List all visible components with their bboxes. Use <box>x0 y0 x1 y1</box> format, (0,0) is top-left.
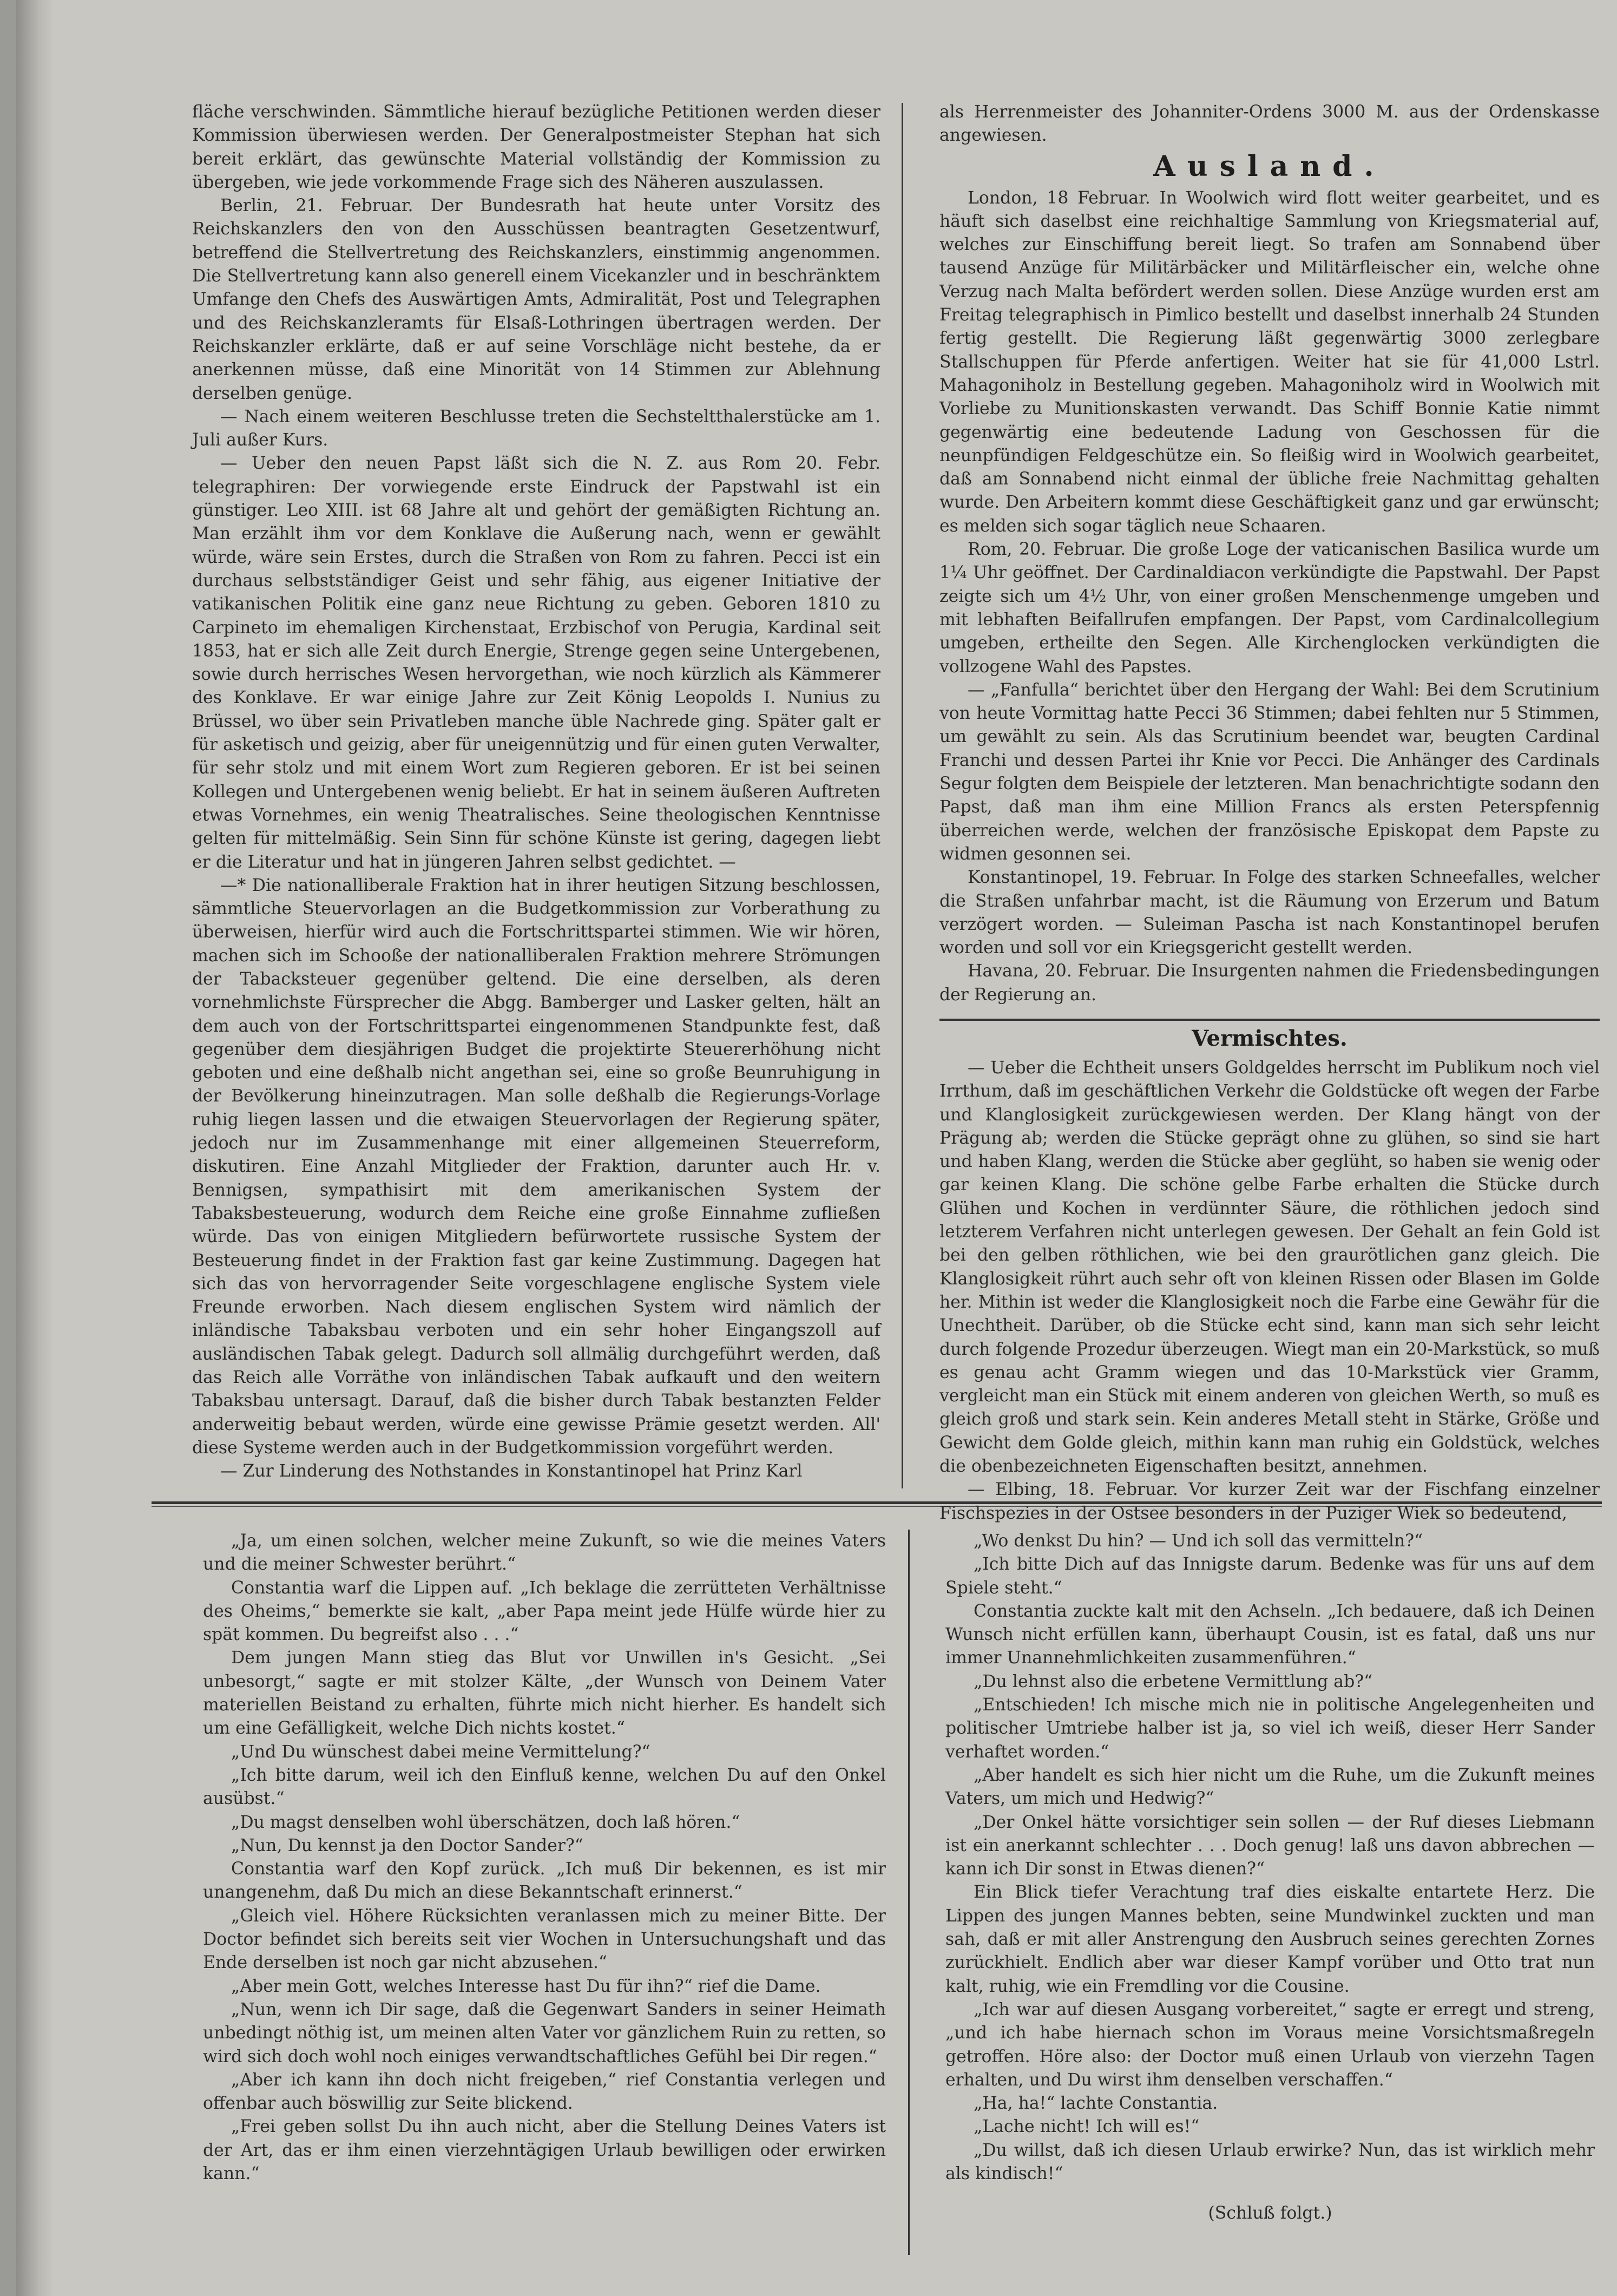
column-divider-top <box>902 103 903 1488</box>
news-paragraph: als Herrenmeister des Johanniter-Ordens 3000 M. aus der Ordenskasse angewiesen. <box>939 102 1600 146</box>
feuilleton-column-left <box>203 1530 886 2186</box>
story-paragraph: „Der Onkel hätte vorsichtiger sein sollen — der Ruf dieses Liebmann ist ein anerkannt schlechter . . . Doch genug! laß uns davon abbrechen — kann ich Dir sonst in Etwas dienen?“ <box>945 1812 1595 1879</box>
story-paragraph: „Frei geben sollst Du ihn auch nicht, aber die Stellung Deines Vaters ist der Art, das er ihm einen vierzehntägigen Urlaub bewilligen oder erwirken kann.“ <box>203 2117 886 2184</box>
binding-shadow <box>16 0 54 2296</box>
story-paragraph: Ein Blick tiefer Verachtung traf dies eiskalte entartete Herz. Die Lippen des jungen Mannes bebten, seine Mundwinkel zuckten und man sah, daß er mit aller Anstrengung den Ausbruch seines gerechten Zornes zurückhielt. Endlich aber war dieser Kampf vorüber und Otto trat nun kalt, ruhig, wie ein Fremdling vor die Cousine. <box>945 1882 1595 1996</box>
news-paragraph: —* Die nationalliberale Fraktion hat in ihrer heutigen Sitzung beschlossen, sämmtliche Steuervorlagen an die Budgetkommission zur Vorberathung zu überweisen, hierfür wird auch die Fortschrittspartei stimmen. Wie wir hören, machen sich im Schooße der nationalliberalen Fraktion mehrere Strömungen der Tabacksteuer gegenüber geltend. Die eine derselben, als deren vornehmlichste Fürsprecher die Abgg. Bamberger und Lasker gelten, hält an dem auch von der Fortschrittspartei eingenommenen Standpunkte fest, daß gegenüber dem diesjährigen Budget die projektirte Steuererhöhung nicht geboten und eine deßhalb nicht angethan sei, eine so große Beunruhigung in der Bevölkerung hineinzutragen. Man solle deßhalb die Regierungs-Vorlage ruhig liegen lassen und die etwaigen Steuervorlagen der Regierung später, jedoch nur im Zusammenhange mit einer allgemeinen Steuerreform, diskutiren. Eine Anzahl Mitglieder der Fraktion, darunter auch Hr. v. Bennigsen, sympathisirt mit dem amerikanischen System der Tabaksbesteuerung, wodurch dem Reiche eine große Einnahme zufließen würde. Das von einigen Mitgliedern befürwortete russische System der Besteuerung findet in der Fraktion fast gar keine Zustimmung. Dagegen hat sich das von hervorragender Seite vorgeschlagene englische System viele Freunde erworben. Nach diesem englischen System wird nämlich der inländische Tabaksbau verboten und ein sehr hoher Eingangszoll auf ausländischen Tabak gelegt. Dadurch soll allmälig durchgeführt werden, daß das Reich alle Vorräthe von inländischen Tabak aufkauft und den weitern Tabaksbau untersagt. Darauf, daß die bisher durch Tabak bestanzten Felder anderweitig bebaut werden, würde eine gewisse Prämie gesetzt werden. All' diese Systeme werden auch in der Budgetkommission vorgeführt werden. <box>192 875 880 1458</box>
news-paragraph: — Zur Linderung des Nothstandes in Konstantinopel hat Prinz Karl <box>220 1461 803 1481</box>
news-paragraph: — „Fanfulla“ berichtet über den Hergang der Wahl: Bei dem Scrutinium von heute Vormittag hatte Pecci 36 Stimmen; dabei fehlten nur 5 Stimmen, um gewählt zu sein. Als das Scrutinium beendet war, beugten Cardinal Franchi und dessen Partei ihr Knie vor Pecci. Die Anhänger des Cardinals Segur folgten dem Beispiele der letzteren. Man benachrichtigte sodann den Papst, daß man ihm eine Million Francs als ersten Peterspfennig überreichen werde, welchen der französische Episkopat dem Papste zu widmen gesonnen sei. <box>939 680 1600 864</box>
story-paragraph: „Und Du wünschest dabei meine Vermittelung?“ <box>231 1742 650 1762</box>
news-paragraph: Havana, 20. Februar. Die Insurgenten nahmen die Friedensbedingungen der Regierung an. <box>939 961 1600 1005</box>
story-paragraph: „Lache nicht! Ich will es!“ <box>974 2117 1200 2137</box>
news-paragraph: London, 18 Februar. In Woolwich wird flott weiter gearbeitet, und es häuft sich daselbst eine reichhaltige Sammlung von Kriegsmaterial auf, welches zur Einschiffung bereit liegt. So trafen am Sonnabend über tausend Anzüge für Militärbäcker und Militärfleischer ein, welche ohne Verzug nach Malta befördert werden sollen. Diese Anzüge wurden erst am Freitag telegraphisch in Pimlico bestellt und daselbst innerhalb 24 Stunden fertig gestellt. Die Regierung läßt gegenwärtig 3000 zerlegbare Stallschuppen für Pferde anfertigen. Weiter hat sie für 41,000 Lstrl. Mahagoniholz in Bestellung gegeben. Mahagoniholz wird in Woolwich mit Vorliebe zu Munitionskasten verwandt. Das Schiff Bonnie Katie nimmt gegenwärtig eine bedeutende Ladung von Geschossen für die neunpfündigen Feldgeschütze ein. So fleißig wird in Woolwich gearbeitet, daß am Sonnabend nicht einmal der übliche freie Nachmittag gehalten wurde. Den Arbeitern kommt diese Geschäftigkeit ganz und gar erwünscht; es melden sich sogar täglich neue Schaaren. <box>939 188 1600 536</box>
story-paragraph: Constantia warf den Kopf zurück. „Ich muß Dir bekennen, es ist mir unangenehm, daß Du mich an diese Bekanntschaft erinnerst.“ <box>203 1859 886 1903</box>
news-column-left <box>192 101 880 1484</box>
story-paragraph: „Aber mein Gott, welches Interesse hast Du für ihn?“ rief die Dame. <box>231 1976 821 1996</box>
story-paragraph: „Aber handelt es sich hier nicht um die Ruhe, um die Zukunft meines Vaters, um mich und Hedwig?“ <box>945 1765 1595 1809</box>
news-paragraph: Rom, 20. Februar. Die große Loge der vaticanischen Basilica wurde um 1¼ Uhr geöffnet. Der Cardinaldiacon verkündigte die Papstwahl. Der Papst zeigte sich um 4½ Uhr, von einer großen Menschenmenge umgeben und mit lebhaften Beifallrufen empfangen. Der Papst, vom Cardinalcollegium umgeben, ertheilte den Segen. Alle Kirchenglocken verkündigten die vollzogene Wahl des Papstes. <box>939 540 1600 677</box>
story-paragraph: Dem jungen Mann stieg das Blut vor Unwillen in's Gesicht. „Sei unbesorgt,“ sagte er mit stolzer Kälte, „der Wunsch von Deinem Vater materiellen Beistand zu erhalten, führte mich nicht hierher. Es handelt sich um eine Gefälligkeit, welche Dich nichts kostet.“ <box>203 1648 886 1739</box>
closing-note: (Schluß folgt.) <box>1208 2203 1332 2223</box>
news-paragraph: Konstantinopel, 19. Februar. In Folge des starken Schneefalles, welcher die Straßen unfahrbar macht, ist die Räumung von Erzerum und Batum verzögert worden. — Suleiman Pascha ist nach Konstantinopel berufen worden und soll vor ein Kriegsgericht gestellt werden. <box>939 868 1600 958</box>
section-heading-vermischtes: Vermischtes. <box>1192 1025 1348 1051</box>
story-paragraph: „Du willst, daß ich diesen Urlaub erwirke? Nun, das ist wirklich mehr als kindisch!“ <box>945 2140 1595 2184</box>
story-paragraph: Constantia warf die Lippen auf. „Ich beklage die zerrütteten Verhältnisse des Oheims,“ bemerkte sie kalt, „aber Papa meint jede Hülfe würde hier zu spät kommen. Du begreifst also . . .“ <box>203 1578 886 1645</box>
story-paragraph: „Ich war auf diesen Ausgang vorbereitet,“ sagte er erregt und streng, „und ich habe hiernach schon im Voraus meine Vorsichtsmaßregeln getroffen. Höre also: der Doctor muß einen Urlaub von vierzehn Tagen erhalten, und Du wirst ihm denselben verschaffen.“ <box>945 1999 1595 2090</box>
section-heading-ausland: Ausland. <box>1153 149 1386 183</box>
story-paragraph: „Du lehnst also die erbetene Vermittlung ab?“ <box>974 1671 1373 1691</box>
story-paragraph: „Gleich viel. Höhere Rücksichten veranlassen mich zu meiner Bitte. Der Doctor befindet sich bereits seit vier Wochen in Untersuchungshaft und das Ende derselben ist noch gar nicht abzusehen.“ <box>203 1906 886 1973</box>
story-paragraph: „Du magst denselben wohl überschätzen, doch laß hören.“ <box>231 1812 740 1832</box>
news-paragraph: — Ueber den neuen Papst läßt sich die N. Z. aus Rom 20. Febr. telegraphiren: Der vorwiegende erste Eindruck der Papstwahl ist ein günstiger. Leo XIII. ist 68 Jahre alt und gehört der gemäßigten Richtung an. Man erzählt ihm vor dem Konklave die Außerung nach, wenn er gewählt würde, wäre sein Erstes, durch die Straßen von Rom zu fahren. Pecci ist ein durchaus selbstständiger Geist und sehr fähig, aus eigener Initiative der vatikanischen Politik eine ganz neue Richtung zu geben. Geboren 1810 zu Carpineto im ehemaligen Kirchenstaat, Erzbischof von Perugia, Kardinal seit 1853, hat er sich alle Zeit durch Energie, Strenge gegen seine Untergebenen, sowie durch herrisches Wesen hervorgethan, wie noch kürzlich als Kämmerer des Konklave. Er war einige Jahre zur Zeit König Leopolds I. Nunius zu Brüssel, wo über sein Privatleben manche üble Nachrede ging. Später galt er für asketisch und geizig, aber für uneigennützig und für einen guten Verwalter, für sehr stolz und mit einem Wort zum Regieren geboren. Er ist bei seinen Kollegen und Untergebenen wenig beliebt. Er hat in seinem äußeren Auftreten etwas Vornehmes, ein wenig Theatralisches. Seine theologischen Kenntnisse gelten für mittelmäßig. Sein Sinn für schöne Künste ist gering, dagegen liebt er die Literatur und hat in jüngeren Jahren selbst gedichtet. — <box>192 454 880 872</box>
column-divider-bottom <box>908 1530 910 2255</box>
story-paragraph: Constantia zuckte kalt mit den Achseln. „Ich bedauere, daß ich Deinen Wunsch nicht erfüllen kann, überhaupt Cousin, ist es fatal, daß uns nur immer Unannehmlichkeiten zusammenführen.“ <box>945 1601 1595 1668</box>
news-paragraph: — Elbing, 18. Februar. Vor kurzer Zeit war der Fischfang einzelner Fischspezies in der Ostsee besonders in der Puziger Wiek so bedeutend, <box>939 1480 1600 1523</box>
feuilleton-column-right <box>945 1530 1595 2226</box>
story-paragraph: „Wo denkst Du hin? — Und ich soll das vermitteln?“ <box>974 1531 1423 1551</box>
news-paragraph: — Nach einem weiteren Beschlusse treten die Sechsteltthalerstücke am 1. Juli außer Kurs. <box>192 406 880 450</box>
story-paragraph: „Aber ich kann ihn doch nicht freigeben,“ rief Constantia verlegen und offenbar auch böswillig zur Seite blickend. <box>203 2070 886 2114</box>
story-paragraph: „Ich bitte Dich auf das Innigste darum. Bedenke was für uns auf dem Spiele steht.“ <box>945 1554 1595 1598</box>
story-paragraph: „Ha, ha!“ lachte Constantia. <box>974 2094 1218 2114</box>
story-paragraph: „Nun, wenn ich Dir sage, daß die Gegenwart Sanders in seiner Heimath unbedingt nöthig ist, um meinen alten Vater vor gänzlichem Ruin zu retten, so wird sich doch wohl noch einiges verwandtschaftliches Gefühl bei Dir regen.“ <box>203 1999 886 2067</box>
newspaper-page <box>16 0 1617 2296</box>
news-paragraph: fläche verschwinden. Sämmtliche hierauf bezügliche Petitionen werden dieser Kommission überwiesen werden. Der Generalpostmeister Stephan hat sich bereit erklärt, das gewünschte Material vollständig der Kommission zu übergeben, wie jede vorkommende Frage sich des Näheren auszulassen. <box>192 102 880 192</box>
news-paragraph: Berlin, 21. Februar. Der Bundesrath hat heute unter Vorsitz des Reichskanzlers den von den Ausschüssen beantragten Gesetzentwurf, betreffend die Stellvertretung des Reichskanzlers, einstimmig angenommen. Die Stellvertretung kann also generell einem Vicekanzler und in beschränktem Umfange den Chefs des Auswärtigen Amts, Admiralität, Post und Telegraphen und des Reichskanzleramts für Elsaß-Lothringen übertragen werden. Der Reichskanzler erklärte, daß er auf seine Vorschläge nicht bestehe, da er anerkennen müsse, daß eine Minorität von 14 Stimmen zur Ablehnung derselben genüge. <box>192 196 880 403</box>
story-paragraph: „Entschieden! Ich mische mich nie in politische Angelegenheiten und politischer Umtriebe halber ist ja, so viel ich weiß, dieser Herr Sander verhaftet worden.“ <box>945 1695 1595 1762</box>
news-column-right <box>939 101 1600 1525</box>
story-paragraph: „Nun, Du kennst ja den Doctor Sander?“ <box>231 1835 583 1855</box>
news-paragraph: — Ueber die Echtheit unsers Goldgeldes herrscht im Publikum noch viel Irrthum, daß im geschäftlichen Verkehr die Goldstücke oft wegen der Farbe und Klanglosigkeit zurückgewiesen werden. Der Klang hängt von der Prägung ab; werden die Stücke geprägt ohne zu glühen, so sind sie hart und haben Klang, werden die Stücke aber geglüht, so haben sie wenig oder gar keinen Klang. Die schöne gelbe Farbe erhalten die Stücke durch Glühen und Kochen in verdünnter Säure, die röthlichen jedoch sind letzterem Verfahren nicht unterlegen gewesen. Der Gehalt an fein Gold ist bei den gelben röthlichen, wie bei den graurötlichen ganz gleich. Die Klanglosigkeit rührt auch sehr oft von kleinen Rissen oder Blasen im Golde her. Mithin ist weder die Klanglosigkeit noch die Farbe eine Gewähr für die Unechtheit. Darüber, ob die Stücke echt sind, kann man sich sehr leicht durch folgende Prozedur überzeugen. Wiegt man ein 20-Markstück, so muß es genau acht Gramm wiegen und das 10-Markstück vier Gramm, vergleicht man ein Stück mit einem anderen von gleichen Werth, so muß es gleich groß und stark sein. Kein anderes Metall steht in Stärke, Größe und Gewicht dem Golde gleich, mithin kann man ruhig ein Goldstück, welches die obenbezeichneten Eigenschaften besitzt, annehmen. <box>939 1058 1600 1477</box>
story-paragraph: „Ja, um einen solchen, welcher meine Zukunft, so wie die meines Vaters und die meiner Schwester berührt.“ <box>203 1531 886 1575</box>
section-divider <box>939 1019 1600 1021</box>
story-paragraph: „Ich bitte darum, weil ich den Einfluß kenne, welchen Du auf den Onkel ausübst.“ <box>203 1765 886 1809</box>
